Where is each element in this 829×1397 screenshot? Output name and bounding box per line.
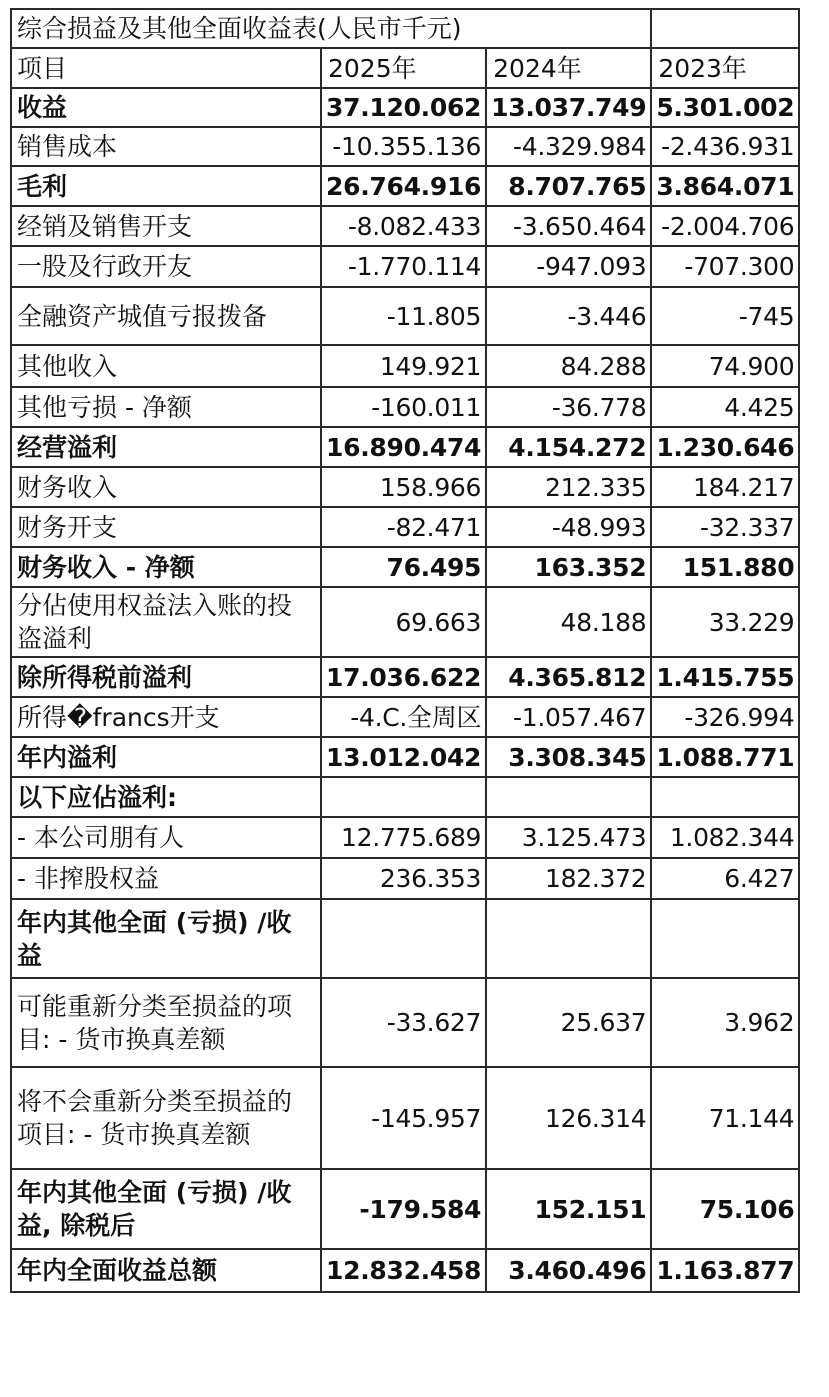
row-value-2025: 12.775.689 [321, 817, 486, 858]
row-label: 财务开支 [11, 507, 321, 547]
row-value-2024: 3.308.345 [486, 737, 651, 777]
row-value-2023: 4.425 [651, 387, 799, 427]
row-value-2024: -3.446 [486, 287, 651, 345]
income-statement-table [10, 8, 800, 1293]
table-row [11, 777, 799, 817]
row-value-2024: 48.188 [486, 587, 651, 657]
row-label: 年内全面收益总额 [11, 1249, 321, 1292]
header-year-2023: 2023年 [651, 48, 799, 88]
row-label: 财务收入 [11, 467, 321, 507]
table-row [11, 858, 799, 899]
row-label: 除所得税前溢利 [11, 657, 321, 697]
row-label: 以下应佔溢利: [11, 777, 321, 817]
row-value-2023: 6.427 [651, 858, 799, 899]
row-value-2025: 26.764.916 [321, 166, 486, 206]
row-value-2023: -707.300 [651, 246, 799, 287]
table-row [11, 127, 799, 166]
table-row [11, 547, 799, 587]
table-row [11, 657, 799, 697]
row-value-2024 [486, 899, 651, 978]
row-label: 分佔使用权益法入账的投盗溢利 [11, 587, 321, 657]
row-value-2024: 13.037.749 [486, 88, 651, 127]
row-value-2024: 3.460.496 [486, 1249, 651, 1292]
row-value-2025: 12.832.458 [321, 1249, 486, 1292]
row-value-2025 [321, 899, 486, 978]
table-body [11, 9, 799, 1292]
row-value-2023: 184.217 [651, 467, 799, 507]
table-row [11, 246, 799, 287]
row-value-2023: -326.994 [651, 697, 799, 737]
row-value-2023: -2.436.931 [651, 127, 799, 166]
row-label: 一股及行政开友 [11, 246, 321, 287]
row-value-2024: 3.125.473 [486, 817, 651, 858]
table-row [11, 1169, 799, 1249]
table-row [11, 697, 799, 737]
row-label: 年内其他全面 (亏损) ∕收益, 除税后 [11, 1169, 321, 1249]
row-value-2024: 4.154.272 [486, 427, 651, 467]
row-value-2025: 17.036.622 [321, 657, 486, 697]
row-label: 财务收入 - 净额 [11, 547, 321, 587]
table-row [11, 88, 799, 127]
row-value-2025: 13.012.042 [321, 737, 486, 777]
table-row [11, 817, 799, 858]
row-value-2025: -10.355.136 [321, 127, 486, 166]
table-row [11, 345, 799, 387]
row-label: 年内其他全面 (亏损) ∕收益 [11, 899, 321, 978]
table-row [11, 387, 799, 427]
row-value-2024: 212.335 [486, 467, 651, 507]
row-value-2025: -160.011 [321, 387, 486, 427]
row-label: 收益 [11, 88, 321, 127]
row-value-2025: -4.C.全周区 [321, 697, 486, 737]
row-value-2025: -8.082.433 [321, 206, 486, 246]
row-value-2023: 151.880 [651, 547, 799, 587]
row-value-2024: -947.093 [486, 246, 651, 287]
row-value-2025: -82.471 [321, 507, 486, 547]
title-row [11, 9, 799, 48]
header-year-2025: 2025年 [321, 48, 486, 88]
row-label: 销售成本 [11, 127, 321, 166]
row-label: 将不会重新分类至损益的项目: - 货市换真差额 [11, 1067, 321, 1169]
row-value-2024: 152.151 [486, 1169, 651, 1249]
row-value-2025: 69.663 [321, 587, 486, 657]
row-value-2025: -33.627 [321, 978, 486, 1067]
row-label: - 本公司朋有人 [11, 817, 321, 858]
row-value-2024 [486, 777, 651, 817]
row-value-2023: 74.900 [651, 345, 799, 387]
row-value-2025: -1.770.114 [321, 246, 486, 287]
row-value-2023: -2.004.706 [651, 206, 799, 246]
row-value-2023: 5.301.002 [651, 88, 799, 127]
table-title: 综合损益及其他全面收益表(人民市千元) [11, 9, 651, 48]
row-value-2025: 37.120.062 [321, 88, 486, 127]
row-value-2024: 84.288 [486, 345, 651, 387]
header-row [11, 48, 799, 88]
table-row [11, 1067, 799, 1169]
row-value-2024: -1.057.467 [486, 697, 651, 737]
row-value-2023: 1.082.344 [651, 817, 799, 858]
table-row [11, 467, 799, 507]
row-value-2025: 236.353 [321, 858, 486, 899]
row-value-2024: 4.365.812 [486, 657, 651, 697]
row-value-2025: 16.890.474 [321, 427, 486, 467]
row-value-2023: -32.337 [651, 507, 799, 547]
row-value-2023: -745 [651, 287, 799, 345]
row-label: 毛利 [11, 166, 321, 206]
row-label: 全融资产城值亏报拨备 [11, 287, 321, 345]
table-row [11, 737, 799, 777]
row-value-2024: 25.637 [486, 978, 651, 1067]
row-value-2024: -48.993 [486, 507, 651, 547]
table-row [11, 206, 799, 246]
row-value-2023 [651, 777, 799, 817]
table-row [11, 1249, 799, 1292]
table-row [11, 427, 799, 467]
table-row [11, 287, 799, 345]
row-value-2023: 71.144 [651, 1067, 799, 1169]
title-empty-cell [651, 9, 799, 48]
row-label: 可能重新分类至损益的项目: - 货市换真差额 [11, 978, 321, 1067]
header-label: 项目 [11, 48, 321, 88]
row-value-2023: 3.864.071 [651, 166, 799, 206]
row-label: 经营溢利 [11, 427, 321, 467]
row-value-2025 [321, 777, 486, 817]
row-label: 年内溢利 [11, 737, 321, 777]
row-label: 其他收入 [11, 345, 321, 387]
row-value-2023: 1.415.755 [651, 657, 799, 697]
row-value-2024: -3.650.464 [486, 206, 651, 246]
row-label: 其他亏损 - 净额 [11, 387, 321, 427]
row-value-2024: 8.707.765 [486, 166, 651, 206]
row-value-2023: 1.088.771 [651, 737, 799, 777]
table-row [11, 978, 799, 1067]
row-label: - 非搾股权益 [11, 858, 321, 899]
row-value-2025: -11.805 [321, 287, 486, 345]
row-value-2025: 76.495 [321, 547, 486, 587]
row-value-2024: -36.778 [486, 387, 651, 427]
row-value-2025: 149.921 [321, 345, 486, 387]
row-value-2023 [651, 899, 799, 978]
row-value-2025: -145.957 [321, 1067, 486, 1169]
table-row [11, 166, 799, 206]
row-value-2024: 126.314 [486, 1067, 651, 1169]
row-value-2023: 3.962 [651, 978, 799, 1067]
row-value-2024: 163.352 [486, 547, 651, 587]
row-value-2025: 158.966 [321, 467, 486, 507]
row-value-2024: -4.329.984 [486, 127, 651, 166]
row-value-2023: 1.230.646 [651, 427, 799, 467]
table-row [11, 587, 799, 657]
row-value-2023: 33.229 [651, 587, 799, 657]
row-value-2023: 75.106 [651, 1169, 799, 1249]
row-value-2023: 1.163.877 [651, 1249, 799, 1292]
row-value-2024: 182.372 [486, 858, 651, 899]
row-label: 所得�francs开支 [11, 697, 321, 737]
table-row [11, 899, 799, 978]
header-year-2024: 2024年 [486, 48, 651, 88]
row-label: 经销及销售开支 [11, 206, 321, 246]
row-value-2025: -179.584 [321, 1169, 486, 1249]
table-row [11, 507, 799, 547]
